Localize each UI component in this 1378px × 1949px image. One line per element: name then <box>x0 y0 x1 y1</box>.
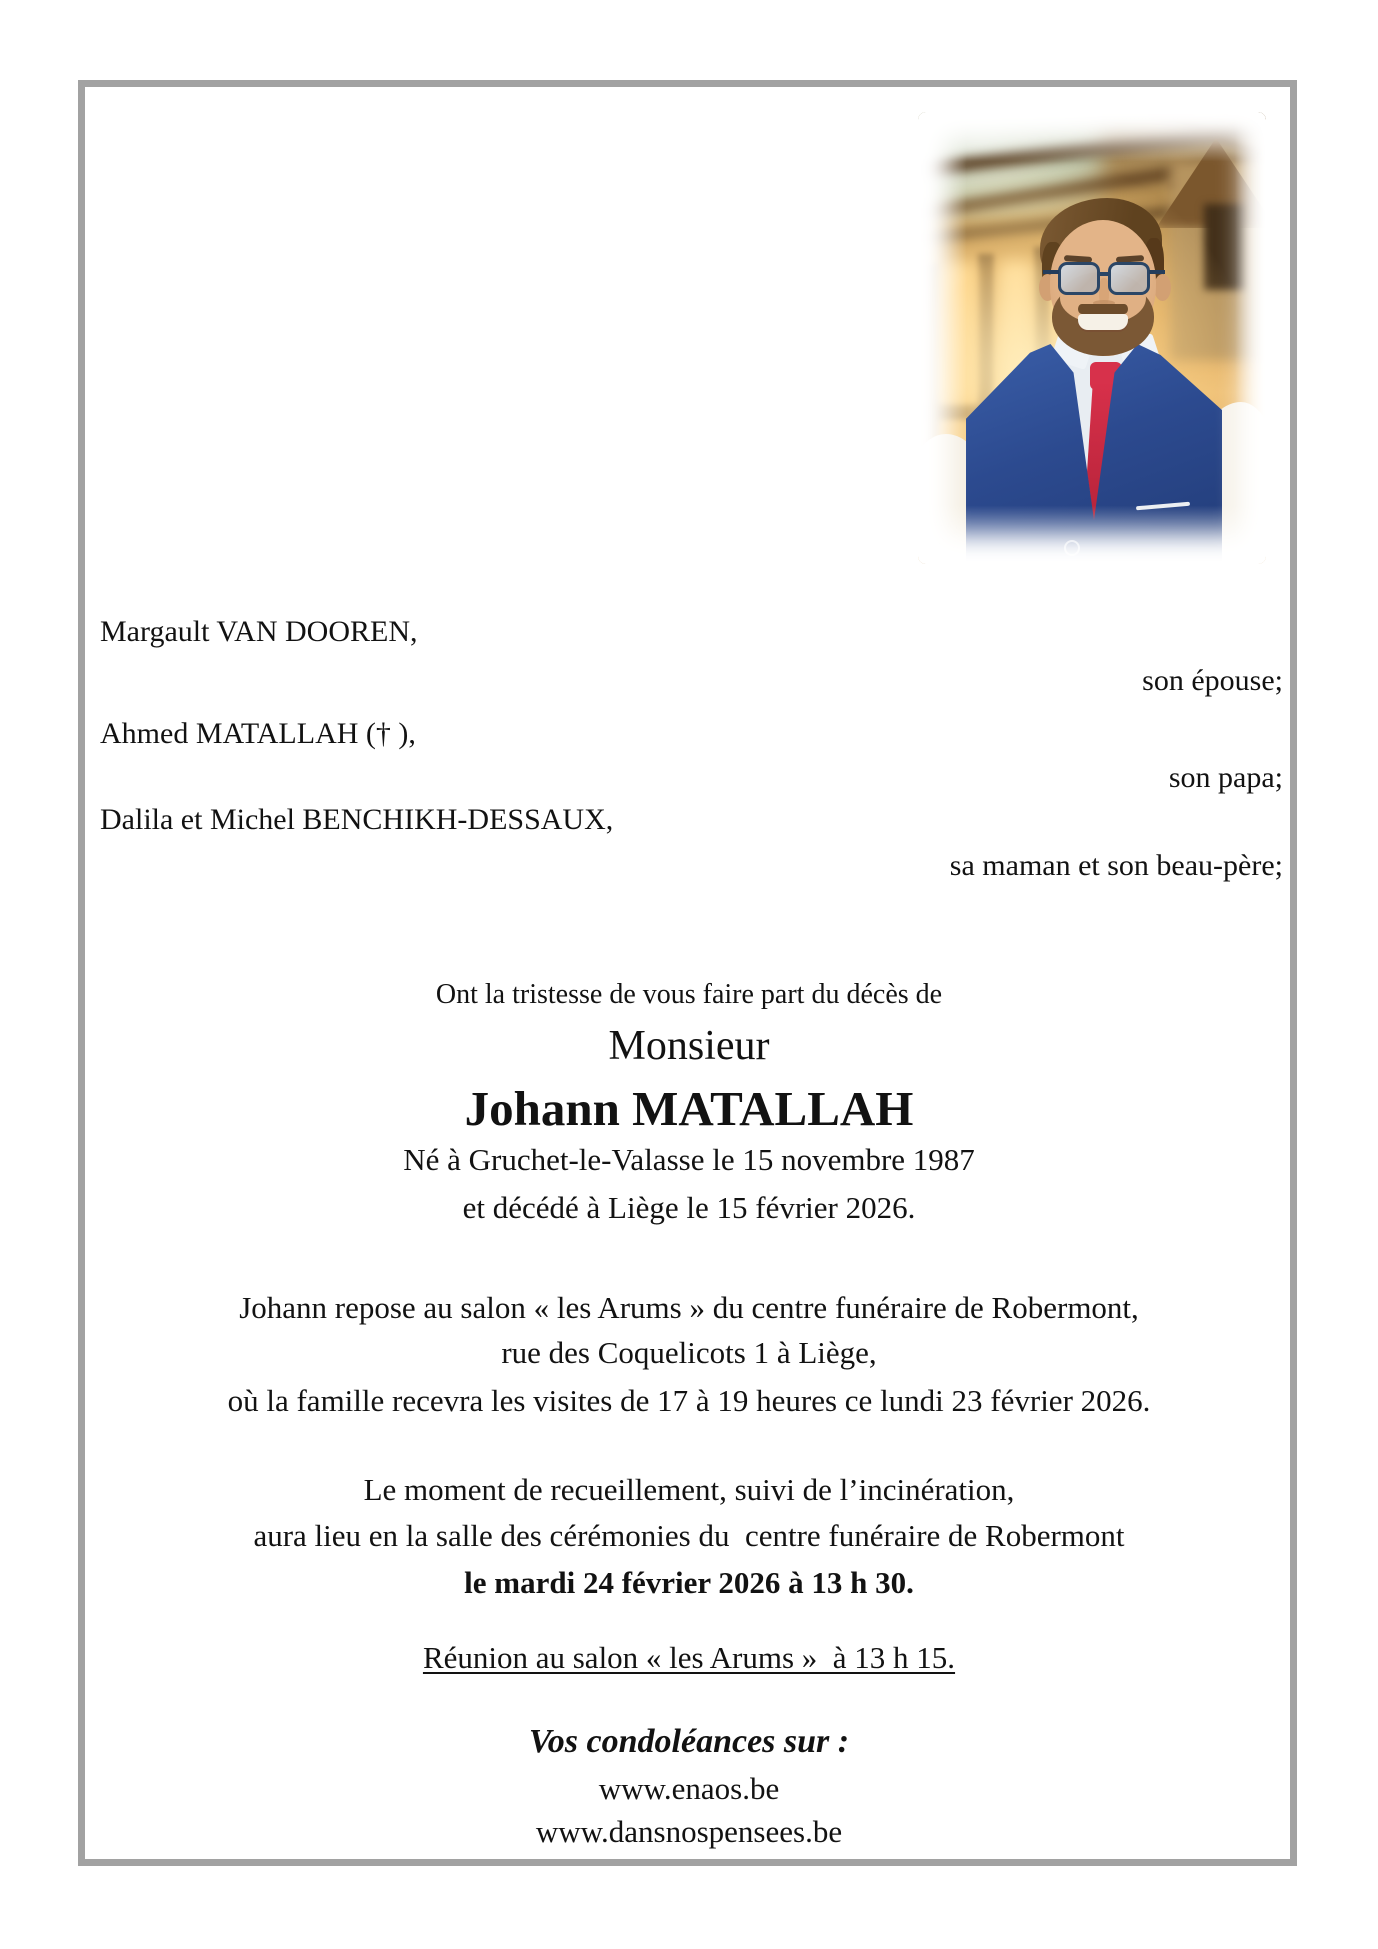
portrait-photo <box>918 112 1266 564</box>
announcement-intro: Ont la tristesse de vous faire part du décès de <box>435 979 943 1010</box>
repose-line-1: Johann repose au salon « les Arums » du centre funéraire de Robermont, <box>239 1290 1139 1325</box>
family-name-father: Ahmed MATALLAH († ), <box>100 717 416 750</box>
family-relation-spouse: son épouse; <box>1142 664 1283 697</box>
ceremony-line-1: Le moment de recueillement, suivi de l’incinération, <box>363 1472 1015 1507</box>
announcement-title: Monsieur <box>608 1023 770 1069</box>
family-name-spouse: Margault VAN DOOREN, <box>100 615 418 648</box>
deceased-name: Johann MATALLAH <box>464 1081 914 1136</box>
repose-line-3: où la famille recevra les visites de 17 à 19 heures ce lundi 23 février 2026. <box>227 1383 1151 1418</box>
condolences-heading: Vos condoléances sur : <box>528 1723 850 1760</box>
ceremony-date-line: le mardi 24 février 2026 à 13 h 30. <box>464 1565 914 1600</box>
birth-line: Né à Gruchet-le-Valasse le 15 novembre 1987 <box>403 1142 975 1177</box>
condolences-site-enaos: www.enaos.be <box>598 1771 780 1806</box>
family-relation-mother: sa maman et son beau-père; <box>949 849 1283 882</box>
death-line: et décédé à Liège le 15 février 2026. <box>462 1190 916 1225</box>
family-name-mother: Dalila et Michel BENCHIKH-DESSAUX, <box>100 803 614 836</box>
condolences-site-dansnospensees: www.dansnospensees.be <box>535 1814 843 1849</box>
repose-line-2: rue des Coquelicots 1 à Liège, <box>501 1335 877 1370</box>
meeting-line: Réunion au salon « les Arums » à 13 h 15. <box>422 1640 956 1675</box>
ceremony-line-2: aura lieu en la salle des cérémonies du centre funéraire de Robermont <box>253 1518 1125 1553</box>
photo-feather-fade <box>918 112 1266 564</box>
family-relation-father: son papa; <box>1168 761 1283 794</box>
